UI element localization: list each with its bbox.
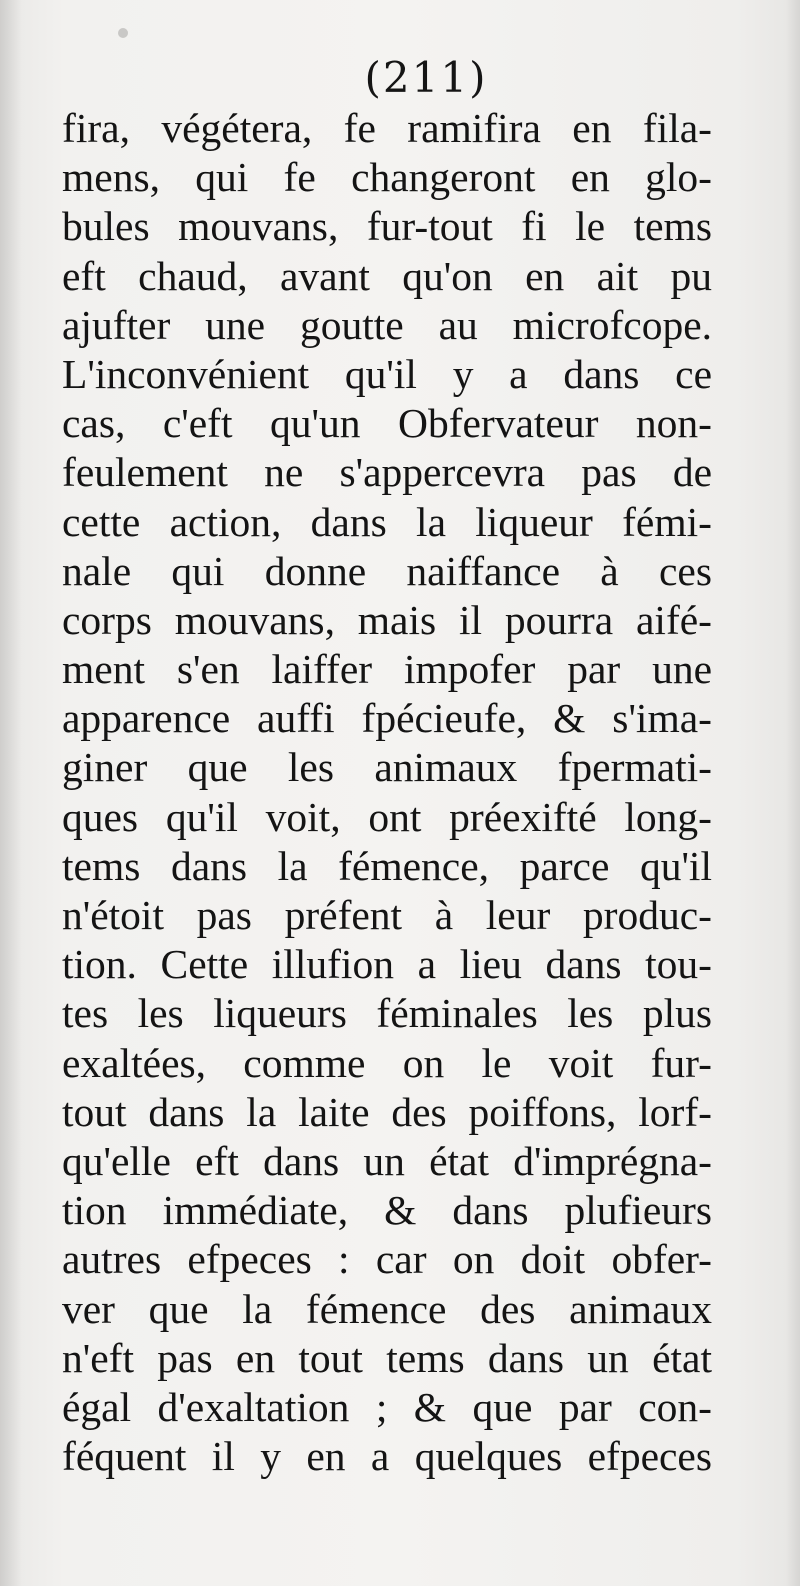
- text-line: fira, végétera, fe ramifira en fila-: [62, 105, 712, 151]
- text-line: n'étoit pas préfent à leur produc-: [62, 892, 712, 938]
- page-left-shadow: [0, 0, 22, 1586]
- paper-speck: [118, 28, 128, 38]
- text-line: tion. Cette illufion a lieu dans tou-: [62, 941, 712, 988]
- text-line: n'eft pas en tout tems dans un état: [62, 1334, 712, 1381]
- text-line: eft chaud, avant qu'on en ait pu: [62, 252, 712, 299]
- text-line: giner que les animaux fpermati-: [62, 744, 712, 791]
- text-line: ver que la fémence des animaux: [62, 1285, 712, 1332]
- page-right-shadow: [786, 0, 800, 1586]
- text-line: tion immédiate, & dans plufieurs: [62, 1187, 712, 1234]
- text-line: cas, c'eft qu'un Obfervateur non-: [62, 400, 712, 447]
- text-line: feulement ne s'appercevra pas de: [62, 449, 712, 496]
- text-line: tems dans la fémence, parce qu'il: [62, 842, 712, 889]
- text-line: qu'elle eft dans un état d'imprégna-: [62, 1137, 712, 1184]
- text-line: apparence auffi fpécieufe, & s'ima-: [62, 695, 712, 742]
- text-line: bules mouvans, fur-tout fi le tems: [62, 203, 712, 250]
- text-line: L'inconvénient qu'il y a dans ce: [62, 350, 712, 397]
- text-line: mens, qui fe changeront en glo-: [62, 154, 712, 201]
- body-text: [62, 104, 712, 1481]
- text-line: féquent il y en a quelques efpeces: [62, 1433, 712, 1480]
- text-line: ajufter une goutte au microfcope.: [62, 301, 712, 348]
- text-line: exaltées, comme on le voit fur-: [62, 1039, 712, 1086]
- text-line: tout dans la laite des poiffons, lorf-: [62, 1088, 712, 1135]
- text-line: nale qui donne naiffance à ces: [62, 547, 712, 594]
- text-line: corps mouvans, mais il pourra aifé-: [62, 596, 712, 643]
- text-line: tes les liqueurs féminales les plus: [62, 990, 712, 1037]
- text-line: cette action, dans la liqueur fémi-: [62, 498, 712, 545]
- text-line: ment s'en laiffer impofer par une: [62, 646, 712, 693]
- text-line: autres efpeces : car on doit obfer-: [62, 1236, 712, 1283]
- page-number: (211): [364, 53, 488, 102]
- text-line: égal d'exaltation ; & que par con-: [62, 1383, 712, 1430]
- text-line: ques qu'il voit, ont préexifté long-: [62, 793, 712, 840]
